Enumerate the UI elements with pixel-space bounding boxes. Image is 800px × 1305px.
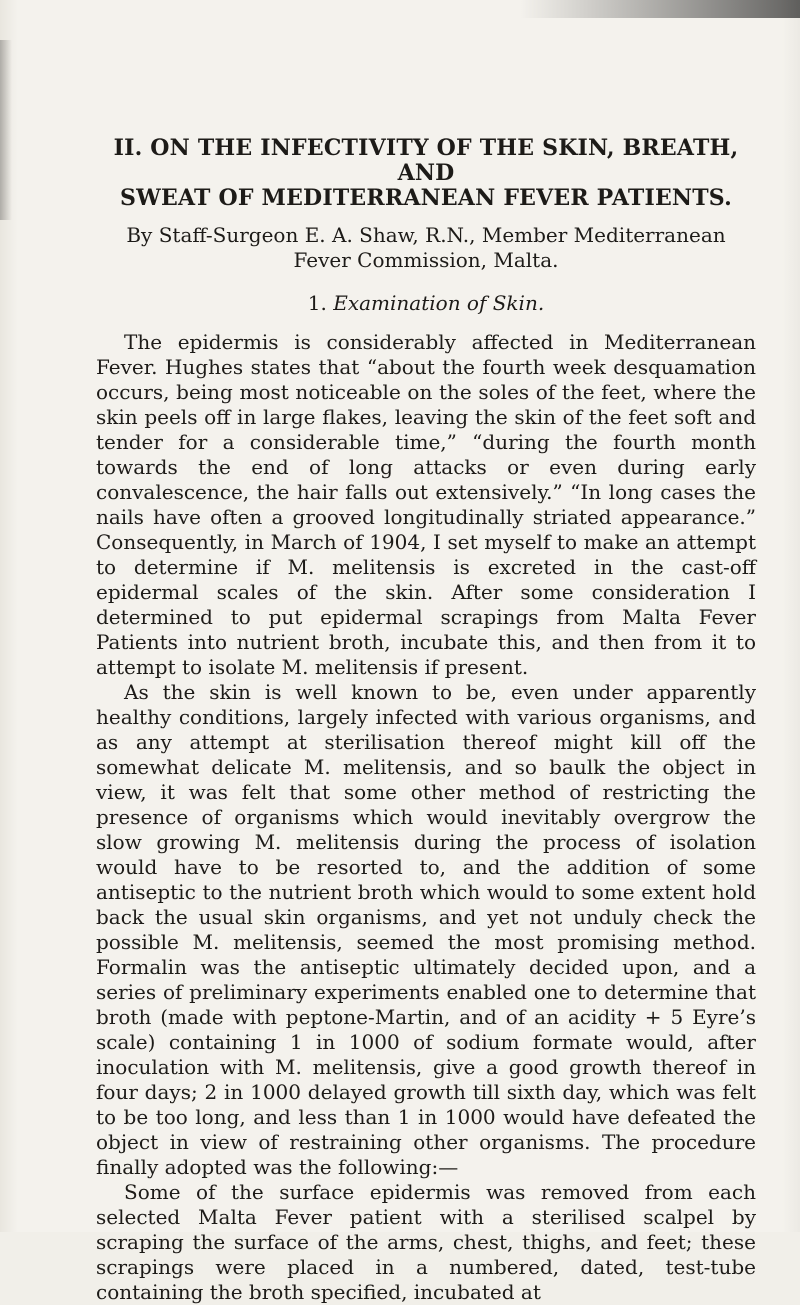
section-label: Examination of Skin.: [333, 291, 545, 315]
article-title-line-2: SWEAT OF MEDITERRANEAN FEVER PATIENTS.: [120, 185, 732, 211]
article-title: [96, 136, 756, 211]
body-paragraph-1: The epidermis is considerably affected in Mediterranean Fever. Hughes states that “about the fourth week desquamation occurs, being most noticeable on the soles of the feet, where the skin peels off in large flakes, leaving the skin of the feet soft and tender for a considerable time,” “during the fourth month towards the end of long attacks or even during early convalescence, the hair falls out extensively.” “In long cases the nails have often a grooved longitudinally striated appearance.” Consequently, in March of 1904, I set myself to make an attempt to determine if M. melitensis is excreted in the cast-off epidermal scales of the skin. After some consideration I determined to put epidermal scrapings from Malta Fever Patients into nutrient broth, incubate this, and then from it to attempt to isolate M. melitensis if present.: [96, 330, 756, 679]
article-title-line-1: II. ON THE INFECTIVITY OF THE SKIN, BREATH, AND: [113, 135, 739, 186]
section-number: 1.: [307, 291, 327, 315]
section-heading: [96, 291, 756, 316]
author-byline: By Staff-Surgeon E. A. Shaw, R.N., Member Mediterranean Fever Commission, Malta.: [126, 223, 726, 272]
scan-edge-shadow-left: [0, 40, 12, 220]
body-paragraph-3: Some of the surface epidermis was removed from each selected Malta Fever patient with a sterilised scalpel by scraping the surface of the arms, chest, thighs, and feet; these scrapings were placed in a numbered, dated, test-tube containing the broth specified, incubated at: [96, 1180, 756, 1304]
scan-edge-shadow-top: [520, 0, 800, 18]
body-paragraph-2: As the skin is well known to be, even under apparently healthy conditions, largely infected with various organisms, and as any attempt at sterilisation thereof might kill off the somewhat delicate M. melitensis, and so baulk the object in view, it was felt that some other method of restricting the presence of organisms which would inevitably overgrow the slow growing M. melitensis during the process of isolation would have to be resorted to, and the addition of some antiseptic to the nutrient broth which would to some extent hold back the usual skin organisms, and yet not unduly check the possible M. melitensis, seemed the most promising method. Formalin was the antiseptic ultimately decided upon, and a series of preliminary experiments enabled one to determine that broth (made with peptone-Martin, and of an acidity + 5 Eyre’s scale) containing 1 in 1000 of sodium formate would, after inoculation with M. melitensis, give a good growth thereof in four days; 2 in 1000 delayed growth till sixth day, which was felt to be too long, and less than 1 in 1000 would have defeated the object in view of restraining other organisms. The procedure finally adopted was the following:—: [96, 680, 756, 1179]
article-content: [96, 136, 756, 1305]
